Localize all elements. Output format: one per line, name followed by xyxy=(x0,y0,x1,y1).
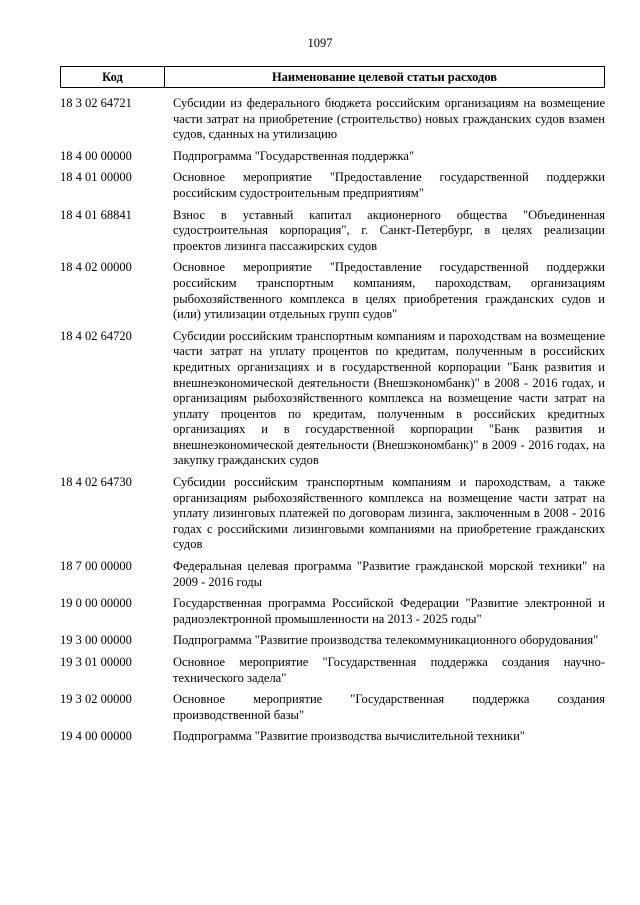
row-name: Подпрограмма "Развитие производства телекоммуникационного оборудования" xyxy=(173,633,599,648)
row-code: 18 4 01 68841 xyxy=(60,207,132,222)
row-code: 19 3 02 00000 xyxy=(60,692,132,707)
page-number: 1097 xyxy=(307,36,333,50)
header-code: Код xyxy=(61,67,165,87)
row-code: 18 4 02 64720 xyxy=(60,328,132,343)
table-row xyxy=(60,729,605,745)
table-row xyxy=(60,96,605,143)
row-name: Основное мероприятие "Государственная поддержка создания производственной базы" xyxy=(173,692,605,722)
table-row xyxy=(60,559,605,590)
row-name: Взнос в уставный капитал акционерного общества "Объединенная судостроительная корпорация", г. Санкт-Петербург, в целях реализации проектов лизинга пассажирских судов xyxy=(173,207,605,253)
table-row xyxy=(60,208,605,255)
row-name: Государственная программа Российской Федерации "Развитие электронной и радиоэлектронной промышленности на 2013 - 2025 годы" xyxy=(173,596,605,626)
row-name: Подпрограмма "Государственная поддержка" xyxy=(173,148,415,163)
row-name: Субсидии российским транспортным компаниям и пароходствам, а также организациям рыбохозяйственного комплекса на возмещение части затрат на уплату лизинговых платежей по договорам лизинга, заключенным в 2008 - 2016 годах с российскими лизинговыми компаниями на приобретение гражданских судов xyxy=(173,475,605,552)
table-row xyxy=(60,475,605,553)
row-code: 18 4 00 00000 xyxy=(60,148,132,163)
row-code: 19 4 00 00000 xyxy=(60,729,132,744)
table-row xyxy=(60,260,605,322)
row-name: Субсидии из федерального бюджета российским организациям на возмещение части затрат на приобретение (строительство) новых гражданских судов взамен судов, сданных на утилизацию xyxy=(173,96,605,142)
row-name: Субсидии российским транспортным компаниям и пароходствам на возмещение части затрат на уплату процентов по кредитам, полученным в российских кредитных организациях и в государственной корпорации "Банк развития и внешнеэкономической деятельности (Внешэкономбанк)" в 2008 - 2016 годах, и организациям рыбохозяйственного комплекса на возмещение части затрат на уплату процентов по кредитам, полученным в российских кредитных организациях и в государственной корпорации "Банк развития и внешнеэкономической деятельности (Внешэкономбанк)" в 2009 - 2016 годах, на закупку гражданских судов xyxy=(173,328,605,468)
table-row xyxy=(60,329,605,469)
table-row xyxy=(60,149,605,165)
table-header xyxy=(60,66,605,88)
row-name: Основное мероприятие "Предоставление государственной поддержки российским транспортным компаниям, пароходствам, организациям рыбохозяйственного комплекса в целях приобретения гражданских судов и (или) утилизации отдельных групп судов" xyxy=(173,260,605,322)
table-row xyxy=(60,633,605,649)
row-name: Федеральная целевая программа "Развитие гражданской морской техники" на 2009 - 2016 годы xyxy=(173,559,605,589)
row-code: 18 4 02 00000 xyxy=(60,260,132,275)
header-name: Наименование целевой статьи расходов xyxy=(271,70,498,84)
row-code: 18 4 02 64730 xyxy=(60,475,132,490)
row-code: 18 3 02 64721 xyxy=(60,96,132,110)
table-row xyxy=(60,596,605,627)
table-row xyxy=(60,170,605,201)
row-name: Основное мероприятие "Предоставление государственной поддержки российским судостроительным предприятиям" xyxy=(173,170,605,200)
row-code: 18 4 01 00000 xyxy=(60,170,132,185)
table-body xyxy=(60,96,605,745)
row-code: 18 7 00 00000 xyxy=(60,559,132,574)
row-code: 19 3 01 00000 xyxy=(60,655,132,669)
row-name: Основное мероприятие "Государственная поддержка создания научно-технического задела" xyxy=(173,655,605,685)
table-row xyxy=(60,655,605,686)
table-row xyxy=(60,692,605,723)
row-code: 19 0 00 00000 xyxy=(60,596,132,611)
budget-classification-table xyxy=(60,66,605,751)
row-name: Подпрограмма "Развитие производства вычислительной техники" xyxy=(173,729,525,744)
row-code: 19 3 00 00000 xyxy=(60,633,132,648)
